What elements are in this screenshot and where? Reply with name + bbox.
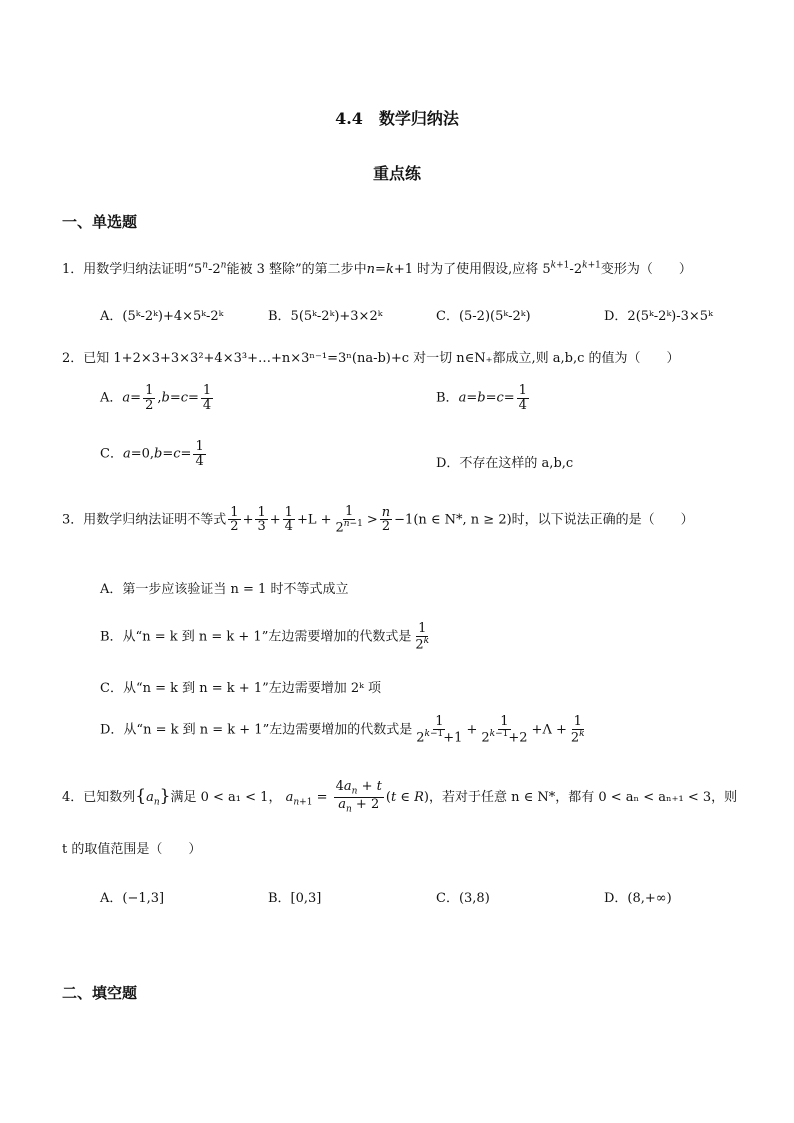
question-4-option-c[interactable]: C．(3,8)	[436, 891, 490, 906]
question-2-option-d[interactable]: D．不存在这样的 a,b,c	[436, 456, 574, 471]
section-heading-fill-in: 二、填空题	[62, 984, 138, 1002]
question-2-option-a[interactable]: A．a= $\frac{1}{2}$ ,b=c= $\frac{1}{4}$	[100, 383, 212, 413]
question-3-option-a[interactable]: A．第一步应该验证当 n = 1 时不等式成立	[100, 582, 349, 597]
page-title: 4.4 数学归纳法	[335, 109, 459, 128]
question-4-option-a[interactable]: A．(−1,3]	[100, 891, 165, 906]
question-1-option-d[interactable]: D．2(5ᵏ-2ᵏ)-3×5ᵏ	[604, 309, 713, 324]
question-2-option-c[interactable]: C．a=0,b=c= $\frac{1}{4}$	[100, 439, 204, 469]
question-4-option-b[interactable]: B．[0,3]	[268, 891, 322, 906]
question-2-option-b[interactable]: B．a=b=c= $\frac{1}{4}$	[436, 383, 527, 413]
question-1-option-b[interactable]: B．5(5ᵏ-2ᵏ)+3×2ᵏ	[268, 309, 383, 324]
question-4-stem-line2: t 的取值范围是（ ）	[62, 842, 202, 857]
question-4-option-d[interactable]: D．(8,+∞)	[604, 891, 672, 906]
question-3-option-b[interactable]: B．从“n = k 到 n = k + 1”左边需要增加的代数式是 $\frac{1}{2^k}$	[100, 621, 430, 652]
question-4-stem: 4．已知数列$\{a_n\}$满足 0 < a₁ < 1， $a_{n+1}$ = $\frac{4a_n + t}{a_n + 2}$ (t ∈ R)，若对于任意 n ∈ N*，都有 0 < aₙ < aₙ₊₁ < 3，则	[62, 779, 738, 815]
question-1-option-c[interactable]: C．(5-2)(5ᵏ-2ᵏ)	[436, 309, 531, 324]
question-3-option-d[interactable]: D．从“n = k 到 n = k + 1”左边需要增加的代数式是 $\frac{1}{2^{k-1}+1}$ + $\frac{1}{2^{k-1}+2}$ +Λ + $\frac{1}{2^k}$	[100, 714, 585, 745]
section-heading-single-choice: 一、单选题	[62, 213, 138, 231]
page-subtitle: 重点练	[372, 164, 421, 183]
question-2-stem: 2．已知 1+2×3+3×3²+4×3³+…+n×3ⁿ⁻¹=3ⁿ(na-b)+c 对一切 n∈N₊都成立,则 a,b,c 的值为（ ）	[62, 351, 680, 366]
question-1-stem: 1．用数学归纳法证明“5$^n$-2$^n$能被 3 整除”的第二步中n=k+1 时为了使用假设,应将 $5^{k+1}-2^{k+1}$变形为（ ）	[62, 260, 692, 277]
question-1-option-a[interactable]: A．(5ᵏ-2ᵏ)+4×5ᵏ-2ᵏ	[100, 309, 224, 324]
question-3-stem: 3．用数学归纳法证明不等式 $\frac{1}{2}$ + $\frac{1}{3}$ + $\frac{1}{4}$ +L + $\frac{1}{2^{n-1}}$ > $\frac{n}{2}$ −1(n ∈ N*, n ≥ 2)时，以下说法正确的是（ ）	[62, 504, 694, 535]
question-3-option-c[interactable]: C．从“n = k 到 n = k + 1”左边需要增加 2ᵏ 项	[100, 681, 382, 696]
